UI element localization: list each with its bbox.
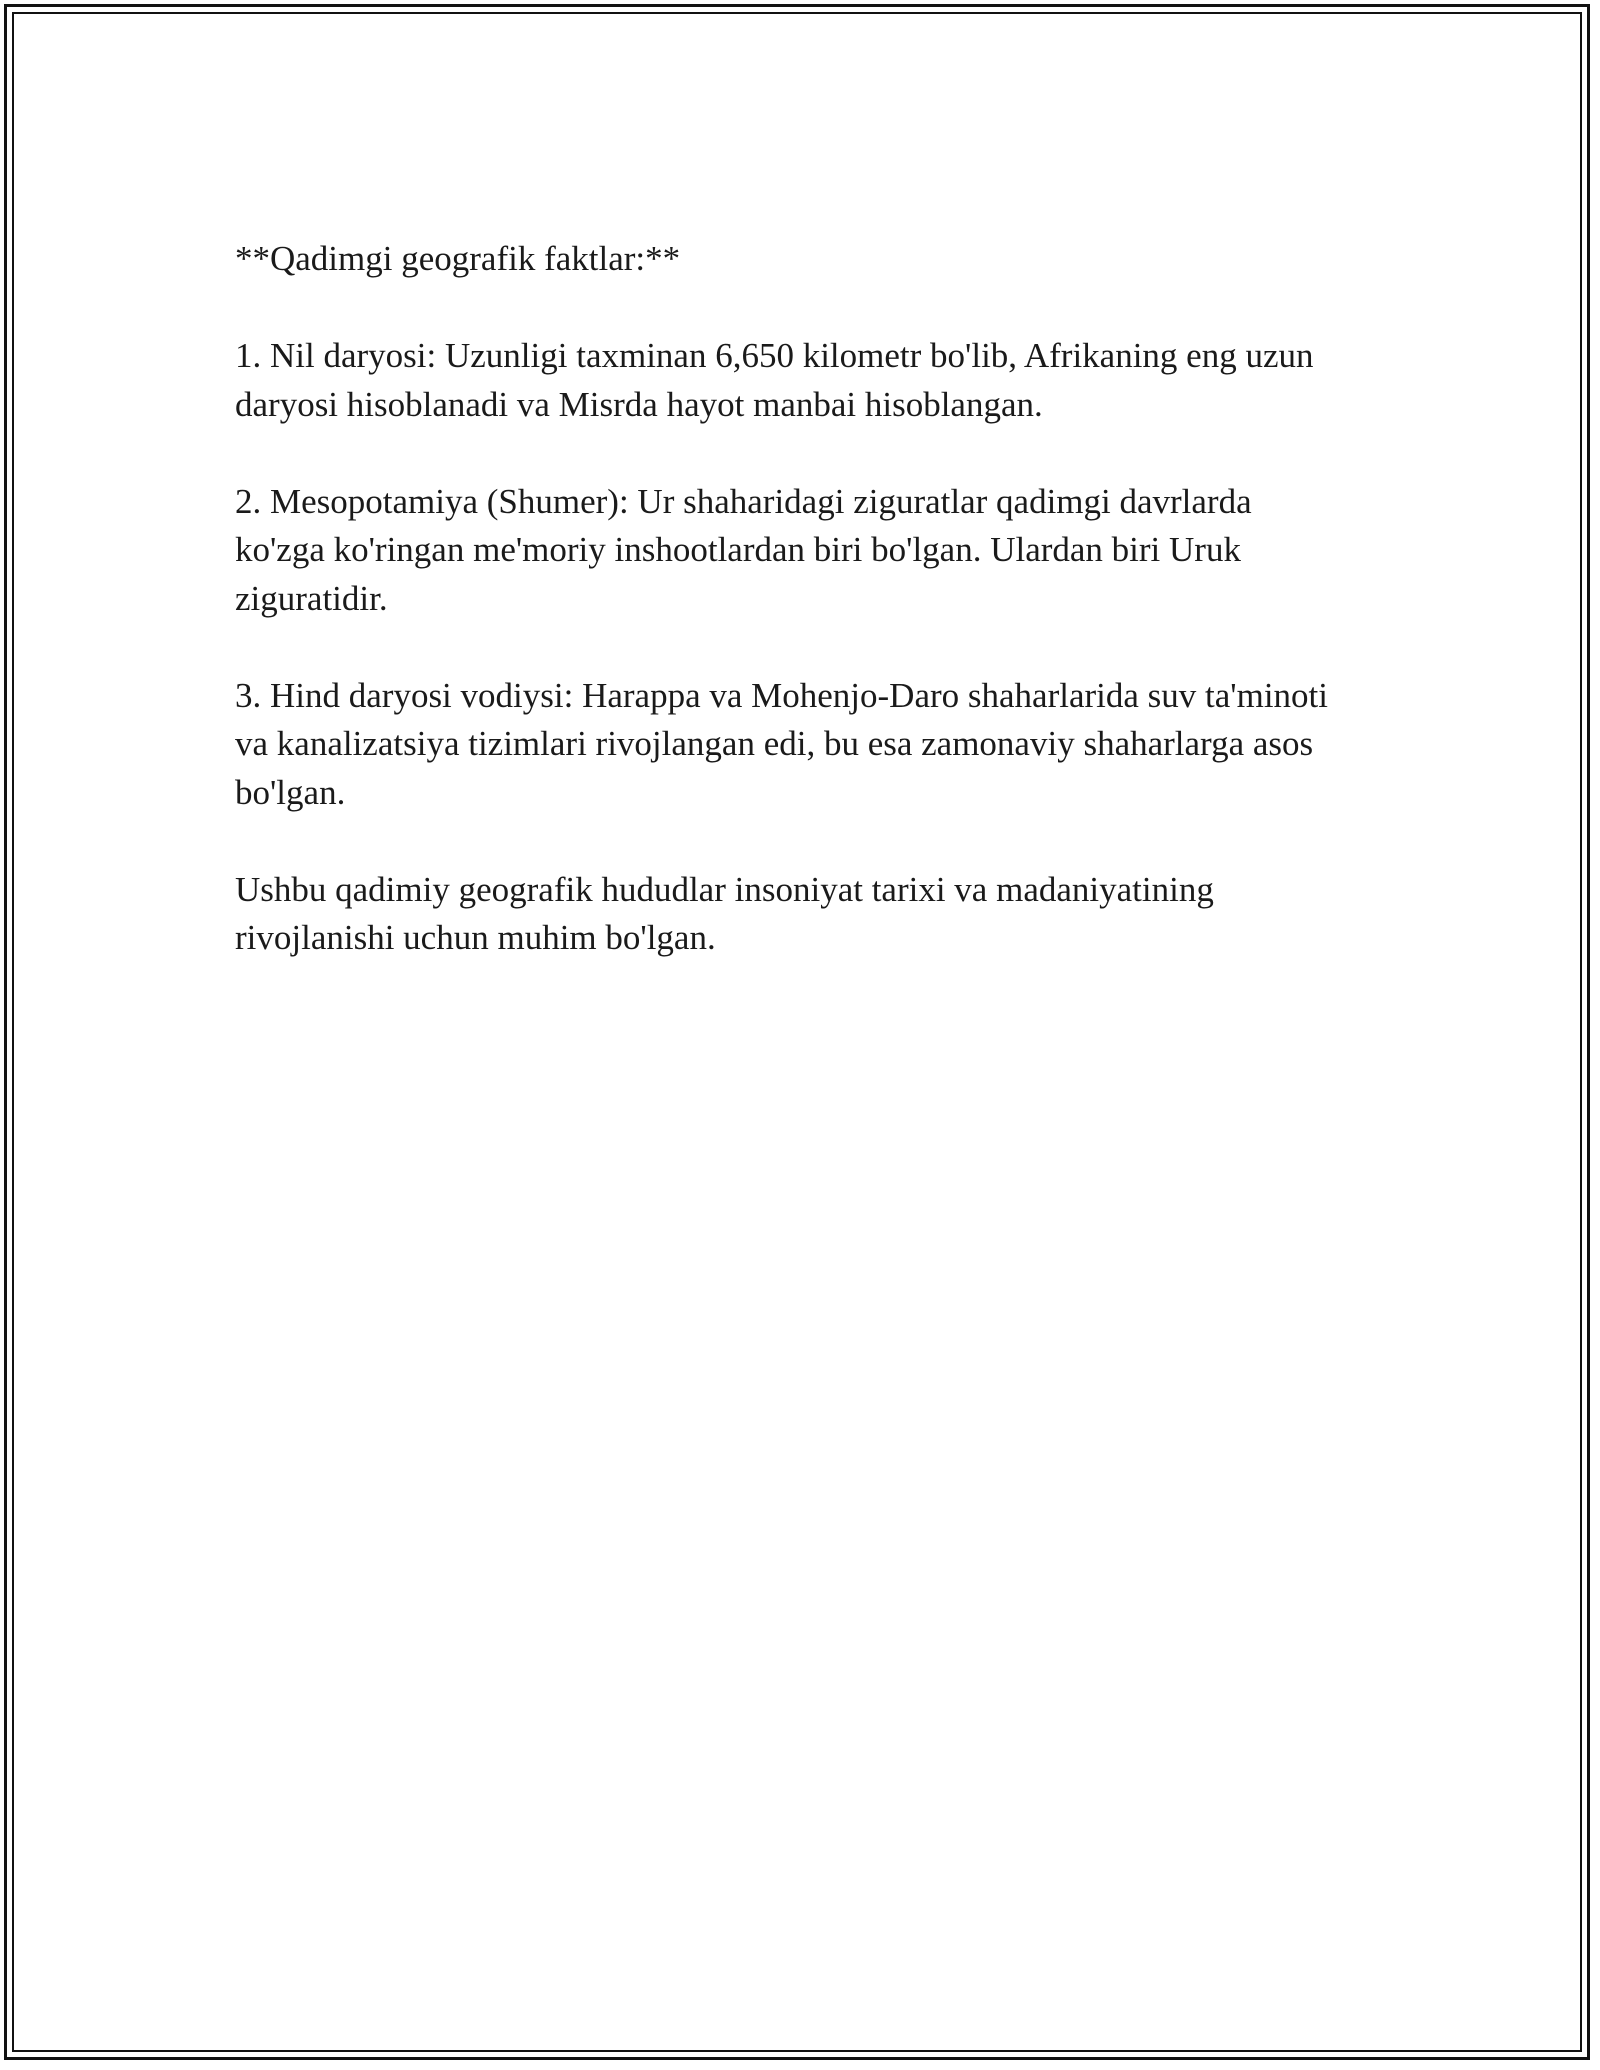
fact-item-indus: 3. Hind daryosi vodiysi: Harappa va Mohenjo-Daro shaharlarida suv ta'minoti va kanalizatsiya tizimlari rivojlangan edi, bu esa zamonaviy shaharlarga asos bo'lgan.	[235, 675, 1328, 812]
fact-item-mesopotamia: 2. Mesopotamiya (Shumer): Ur shaharidagi ziguratlar qadimgi davrlarda ko'zga ko'ringan me'moriy inshootlardan biri bo'lgan. Ulardan biri Uruk ziguratidir.	[235, 481, 1252, 618]
document-conclusion: Ushbu qadimiy geografik hududlar insoniyat tarixi va madaniyatining rivojlanishi uchun muhim bo'lgan.	[235, 869, 1214, 957]
fact-item-nile: 1. Nil daryosi: Uzunligi taxminan 6,650 kilometr bo'lib, Afrikaning eng uzun daryosi hisoblanadi va Misrda hayot manbai hisoblangan.	[235, 336, 1314, 424]
document-body	[235, 235, 1350, 1011]
document-heading: **Qadimgi geografik faktlar:**	[235, 239, 681, 278]
